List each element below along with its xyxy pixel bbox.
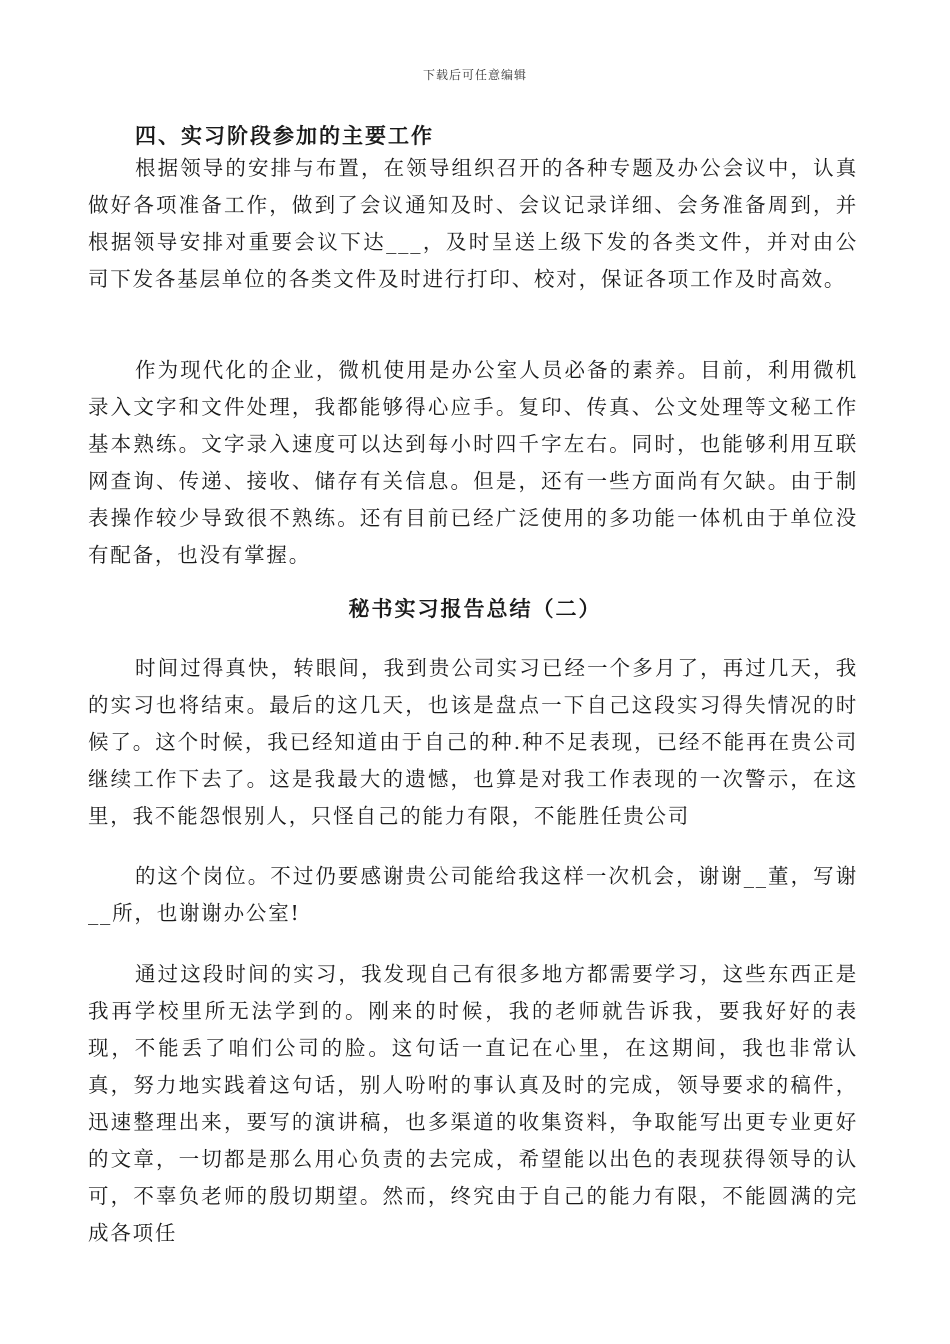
paragraph: 作为现代化的企业，微机使用是办公室人员必备的素养。目前，利用微机录入文字和文件处理，我都能够得心应手。复印、传真、公文处理等文秘工作基本熟练。文字录入速度可以达到每小时四千字左右。同时，也能够利用互联网查询、传递、接收、储存有关信息。但是，还有一些方面尚有欠缺。由于制表操作较少导致很不熟练。还有目前已经广泛使用的多功能一体机由于单位没有配备，也没有掌握。 <box>88 358 858 567</box>
paragraph: 根据领导的安排与布置，在领导组织召开的各种专题及办公会议中，认真做好各项准备工作，做到了会议通知及时、会议记录详细、会务准备周到，并根据领导安排对重要会议下达___，及时呈送上级下发的各类文件，并对由公司下发各基层单位的各类文件及时进行打印、校对，保证各项工作及时高效。 <box>88 156 858 291</box>
header-note: 下载后可任意编辑 <box>422 68 527 82</box>
paragraph: 的这个岗位。不过仍要感谢贵公司能给我这样一次机会，谢谢__董，写谢__所，也谢谢办公室! <box>88 864 858 925</box>
paragraph: 通过这段时间的实习，我发现自己有很多地方都需要学习，这些东西正是我再学校里所无法学到的。刚来的时候，我的老师就告诉我，要我好好的表现，不能丢了咱们公司的脸。这句话一直记在心里，在这期间，我也非常认真，努力地实践着这句话，别人吩咐的事认真及时的完成，领导要求的稿件，迅速整理出来，要写的演讲稿，也多渠道的收集资料，争取能写出更专业更好的文章，一切都是那么用心负责的去完成，希望能以出色的表现获得领导的认可，不辜负老师的殷切期望。然而，终究由于自己的能力有限，不能圆满的完成各项任 <box>88 962 858 1245</box>
paragraph: 时间过得真快，转眼间，我到贵公司实习已经一个多月了，再过几天，我的实习也将结束。最后的这几天，也该是盘点一下自己这段实习得失情况的时候了。这个时候，我已经知道由于自己的种.种不足表现，已经不能再在贵公司继续工作下去了。这是我最大的遗憾，也算是对我工作表现的一次警示，在这里，我不能怨恨别人，只怪自己的能力有限，不能胜任贵公司 <box>88 656 858 828</box>
section-heading: 四、实习阶段参加的主要工作 <box>135 123 434 148</box>
document-title: 秘书实习报告总结（二） <box>348 596 602 621</box>
